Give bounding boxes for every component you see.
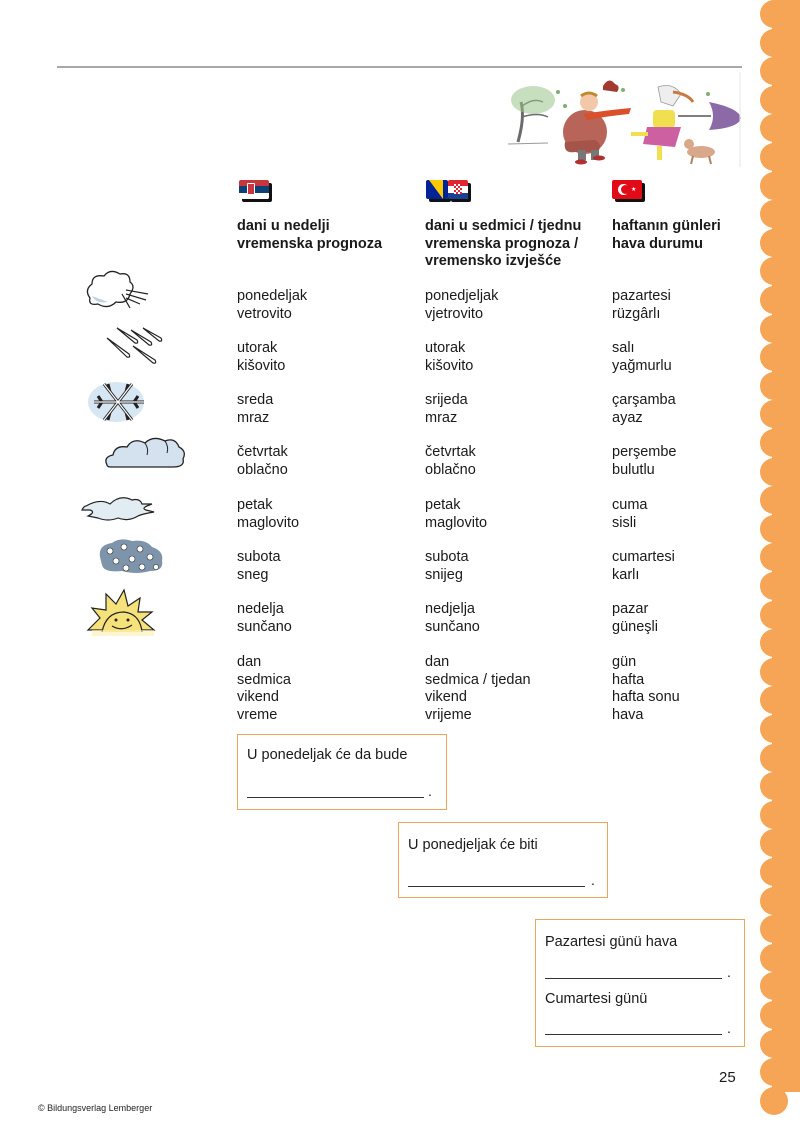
vocabulary-word: sunčano	[237, 618, 292, 635]
vocabulary-word: četvrtak	[425, 444, 476, 460]
scallop-bump	[760, 1001, 788, 1029]
windy-day-illustration	[503, 72, 743, 167]
vocabulary-word: petak	[425, 497, 461, 513]
vocabulary-word: vetrovito	[237, 305, 292, 322]
sentence-period: .	[727, 964, 731, 980]
vocabulary-entry	[425, 654, 531, 724]
fog-icon	[80, 492, 156, 529]
vocabulary-entry	[612, 340, 672, 375]
heading-line: hava durumu	[612, 235, 704, 252]
vocabulary-entry	[425, 444, 476, 479]
vocabulary-word: pazar	[612, 601, 649, 617]
vocabulary-entry	[237, 444, 288, 479]
vocabulary-word: hava	[612, 706, 644, 723]
vocabulary-word: vreme	[237, 706, 278, 723]
answer-blank[interactable]	[545, 1034, 722, 1035]
scallop-bump	[760, 343, 788, 371]
vocabulary-word: dan	[237, 654, 262, 670]
column-heading	[425, 218, 581, 271]
header-rule	[57, 66, 742, 68]
column-heading	[612, 218, 721, 253]
vocabulary-word: salı	[612, 340, 635, 356]
vocabulary-word: sisli	[612, 514, 637, 531]
answer-blank[interactable]	[408, 886, 585, 887]
exercise-box-turkish	[535, 919, 745, 1047]
vocabulary-word: sreda	[237, 392, 274, 408]
scallop-bump	[760, 458, 788, 486]
sun-icon	[82, 586, 158, 643]
scallop-bump	[760, 915, 788, 943]
vocabulary-word: utorak	[237, 340, 278, 356]
scallop-bump	[760, 229, 788, 257]
scallop-bump	[760, 744, 788, 772]
vocabulary-entry	[425, 497, 487, 532]
scallop-bump	[760, 86, 788, 114]
vocabulary-word: dan	[425, 654, 450, 670]
vocabulary-word: mraz	[237, 409, 270, 426]
scallop-bump	[760, 1030, 788, 1058]
scallop-bump	[760, 0, 788, 28]
wind-cloud-icon	[82, 268, 152, 323]
vocabulary-word: vikend	[425, 689, 467, 705]
vocabulary-word: nedjelja	[425, 601, 475, 617]
vocabulary-word: maglovito	[237, 514, 300, 531]
scallop-bump	[760, 29, 788, 57]
vocabulary-entry	[612, 288, 671, 323]
vocabulary-word: hafta sonu	[612, 689, 680, 705]
vocabulary-word: četvrtak	[237, 444, 288, 460]
vocabulary-entry	[237, 549, 281, 584]
vocabulary-word: petak	[237, 497, 273, 513]
vocabulary-word: cuma	[612, 497, 648, 513]
vocabulary-word: maglovito	[425, 514, 488, 531]
snow-cloud-icon	[96, 537, 166, 580]
copyright-notice: © Bildungsverlag Lemberger	[38, 1103, 153, 1113]
vocabulary-word: karlı	[612, 566, 640, 583]
vocabulary-entry	[237, 601, 292, 636]
vocabulary-word: subota	[237, 549, 281, 565]
heading-line: dani u sedmici / tjednu	[425, 218, 582, 234]
vocabulary-entry	[612, 497, 647, 532]
snowflake-icon	[86, 378, 152, 433]
vocabulary-word: ayaz	[612, 409, 643, 426]
scallop-bump	[760, 515, 788, 543]
vocabulary-word: sedmica / tjedan	[425, 671, 531, 688]
vocabulary-entry	[237, 340, 285, 375]
vocabulary-word: yağmurlu	[612, 357, 672, 374]
heading-line: haftanın günleri	[612, 218, 721, 234]
scallop-bump	[760, 1087, 788, 1115]
answer-blank[interactable]	[545, 978, 722, 979]
vocabulary-word: sunčano	[425, 618, 480, 635]
vocabulary-word: ponedeljak	[237, 288, 308, 304]
scallop-bump	[760, 715, 788, 743]
vocabulary-entry	[425, 549, 469, 584]
exercise-prompt: Pazartesi günü hava	[545, 934, 678, 950]
vocabulary-word: pazartesi	[612, 288, 671, 304]
scallop-bump	[760, 172, 788, 200]
vocabulary-entry	[237, 288, 307, 323]
vocabulary-entry	[612, 444, 676, 479]
exercise-box-bosnian-croatian	[398, 822, 608, 898]
vocabulary-word: vikend	[237, 689, 279, 705]
answer-blank[interactable]	[247, 797, 424, 798]
scallop-bump	[760, 772, 788, 800]
vocabulary-word: çarşamba	[612, 392, 676, 408]
scallop-bump	[760, 944, 788, 972]
vocabulary-entry	[237, 654, 291, 724]
vocabulary-word: nedelja	[237, 601, 284, 617]
scallop-bump	[760, 801, 788, 829]
scallop-bump	[760, 200, 788, 228]
bosnia-flag-icon	[426, 180, 448, 199]
croatia-flag-icon	[448, 180, 468, 199]
exercise-prompt: Cumartesi günü	[545, 991, 648, 1007]
vocabulary-word: sneg	[237, 566, 269, 583]
vocabulary-entry	[425, 392, 468, 427]
heading-line: vremensko izvješće	[425, 253, 562, 269]
serbia-flag-icon	[239, 180, 269, 199]
rain-icon	[103, 326, 173, 371]
vocabulary-word: vrijeme	[425, 706, 472, 723]
vocabulary-word: cumartesi	[612, 549, 675, 565]
page-number: 25	[719, 1069, 736, 1086]
vocabulary-word: subota	[425, 549, 469, 565]
vocabulary-word: oblačno	[237, 461, 288, 478]
vocabulary-word: kišovito	[425, 357, 474, 374]
vocabulary-word: snijeg	[425, 566, 463, 583]
turkey-flag-icon: ★	[612, 180, 642, 199]
scallop-bump	[760, 486, 788, 514]
vocabulary-word: hafta	[612, 671, 645, 688]
vocabulary-word: srijeda	[425, 392, 468, 408]
vocabulary-entry	[612, 549, 675, 584]
sentence-period: .	[591, 872, 595, 888]
scallop-bump	[760, 601, 788, 629]
scallop-bump	[760, 887, 788, 915]
vocabulary-entry	[425, 601, 480, 636]
vocabulary-entry	[612, 654, 680, 724]
vocabulary-word: utorak	[425, 340, 466, 356]
scallop-bump	[760, 858, 788, 886]
heading-line: dani u nedelji	[237, 218, 330, 234]
exercise-prompt: U ponedjeljak će biti	[408, 837, 538, 853]
vocabulary-word: ponedjeljak	[425, 288, 499, 304]
vocabulary-entry	[425, 288, 498, 323]
scallop-bump	[760, 658, 788, 686]
scallop-bump	[760, 1058, 788, 1086]
scallop-bump	[760, 629, 788, 657]
vocabulary-word: bulutlu	[612, 461, 655, 478]
sentence-period: .	[428, 783, 432, 799]
column-heading	[237, 218, 382, 253]
vocabulary-word: mraz	[425, 409, 458, 426]
vocabulary-entry	[612, 392, 676, 427]
sentence-period: .	[727, 1020, 731, 1036]
scallop-bump	[760, 57, 788, 85]
scallop-bump	[760, 143, 788, 171]
scallop-bump	[760, 429, 788, 457]
vocabulary-entry	[237, 392, 273, 427]
vocabulary-word: güneşli	[612, 618, 658, 635]
vocabulary-word: vjetrovito	[425, 305, 484, 322]
vocabulary-entry	[425, 340, 473, 375]
vocabulary-word: rüzgârlı	[612, 305, 661, 322]
scallop-bump	[760, 372, 788, 400]
heading-line: vremenska prognoza	[237, 235, 383, 252]
cloud-icon	[103, 435, 187, 476]
scallop-bump	[760, 286, 788, 314]
exercise-box-serbian	[237, 734, 447, 810]
scallop-bump	[760, 315, 788, 343]
vocabulary-word: oblačno	[425, 461, 476, 478]
scallop-bump	[760, 572, 788, 600]
vocabulary-entry	[612, 601, 658, 636]
vocabulary-word: gün	[612, 654, 637, 670]
vocabulary-word: perşembe	[612, 444, 677, 460]
exercise-prompt: U ponedeljak će da bude	[247, 747, 408, 763]
vocabulary-word: sedmica	[237, 671, 291, 688]
heading-line: vremenska prognoza /	[425, 235, 579, 252]
vocabulary-word: kišovito	[237, 357, 286, 374]
vocabulary-entry	[237, 497, 299, 532]
